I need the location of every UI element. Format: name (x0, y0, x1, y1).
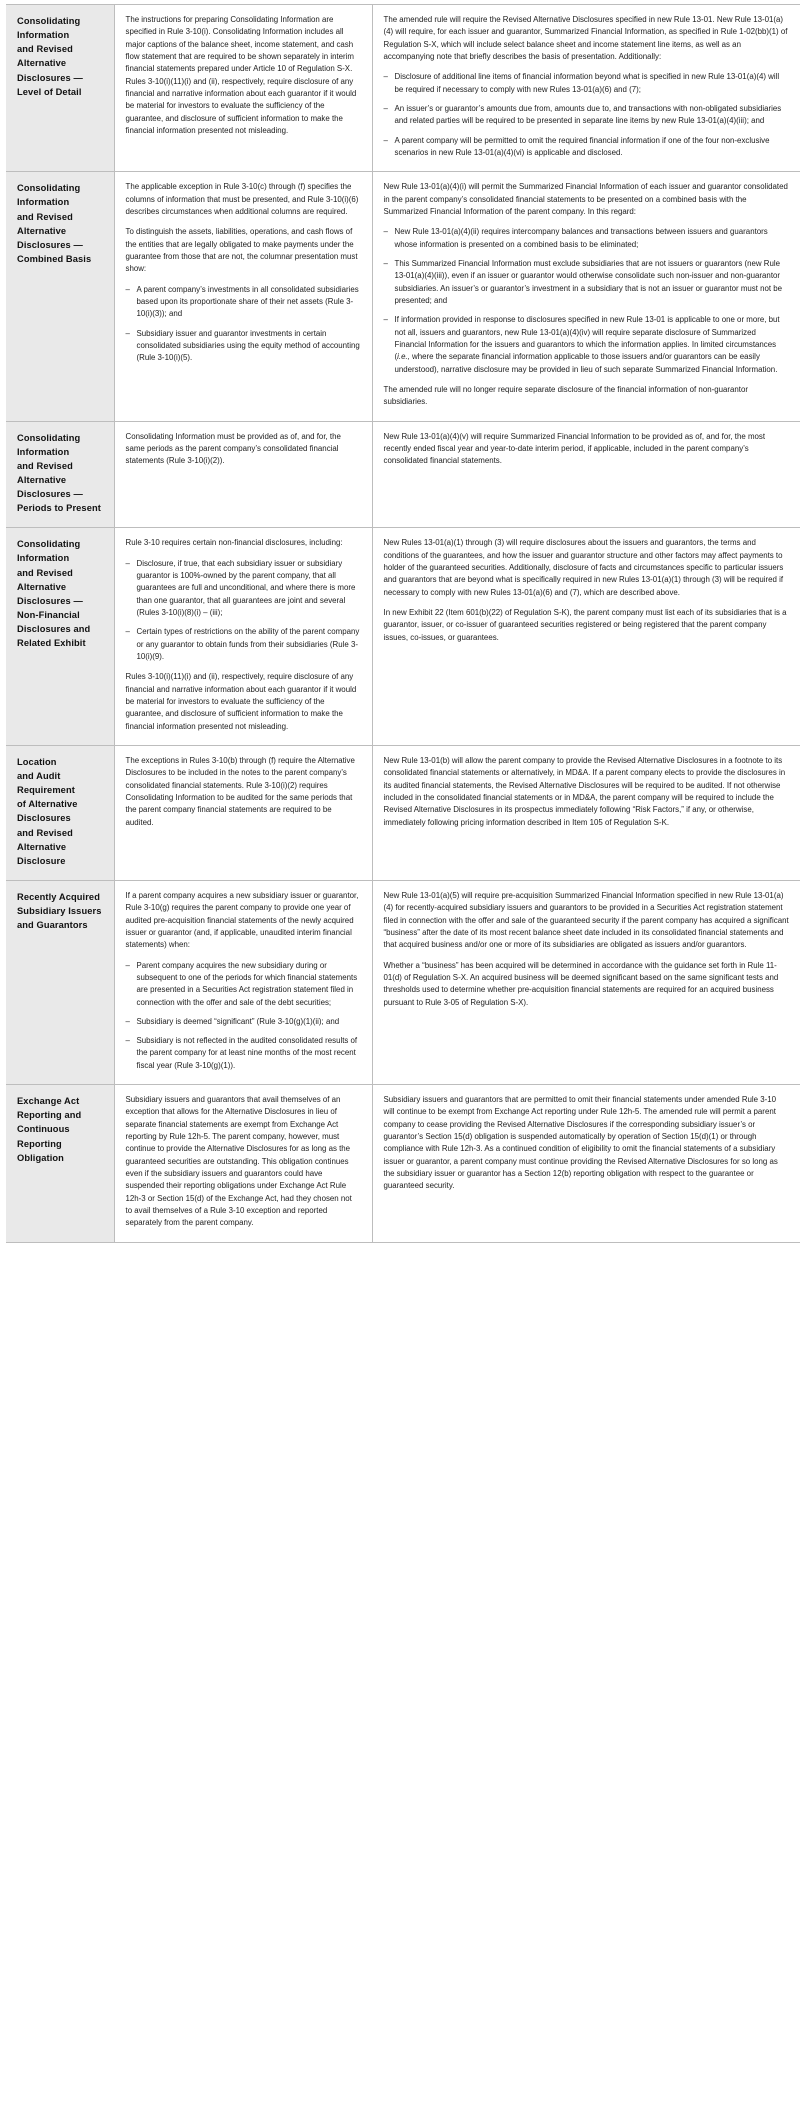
paragraph: New Rule 13-01(b) will allow the parent company to provide the Revised Alternative Disclosures in a footnote to its consolidated financial statements or alternatively, in MD&A. If a parent company elects to provide the disclosures in its audited financial statements, the Revised Alternative Disclosures will be required to be audited. If not otherwise included in the consolidated financial statements or in MD&A, the parent company will be required to include the Revised Alternative Disclosures in its prospectus immediately following “Risk Factors,” if any, or otherwise, immediately following pricing information described in Item 105 of Regulation S-K. (383, 755, 786, 827)
paragraph: Rule 3-10 requires certain non-financial disclosures, including: (125, 538, 343, 548)
topic-line: Continuous (17, 1124, 70, 1135)
bullet-list (384, 226, 790, 376)
topic-line: Alternative (17, 474, 67, 485)
list-item: – New Rule 13-01(a)(4)(ii) requires intercompany balances and transactions between issuers and guarantors whose information is presented on a combined basis to be eliminated; (384, 226, 790, 251)
table-row (6, 528, 800, 746)
amended-rule-cell (372, 1085, 800, 1243)
topic-line: Consolidating (17, 539, 81, 550)
list-item: – Subsidiary issuer and guarantor investments in certain consolidated subsidiaries using the equity method of accounting (Rule 3-10(i)(5). (126, 328, 361, 365)
paragraph: In new Exhibit 22 (Item 601(b)(22) of Regulation S-K), the parent company must list each of its subsidiaries that is a guarantor, issuer, or co-issuer of guaranteed securities registered or being registered that the parent company issues, co-issues, or guarantees. (383, 607, 787, 642)
topic-line: Periods to Present (17, 503, 101, 514)
topic-line: Reporting (17, 1138, 62, 1149)
topic-line: Disclosure (17, 855, 66, 866)
current-rule-cell (114, 745, 372, 880)
topic-line: Disclosures (17, 813, 71, 824)
row-topic-cell (6, 5, 114, 172)
paragraph: The applicable exception in Rule 3-10(c) through (f) specifies the columns of information that must be presented, and Rule 3-10(i)(6) describes circumstances when additional columns are required. (125, 182, 359, 216)
amended-rule-cell (372, 421, 800, 528)
table-row (6, 880, 800, 1084)
table-row (6, 172, 800, 421)
row-topic-cell (6, 528, 114, 746)
topic-line: Disclosures — (17, 239, 83, 250)
list-item: – Parent company acquires the new subsidiary during or subsequent to one of the periods for which financial statements are presented in a Securities Act registration statement filed in connection with the offer and sale of the debt securities; (126, 960, 361, 1009)
paragraph: The exceptions in Rules 3-10(b) through (f) require the Alternative Disclosures to be included in the notes to the parent company’s consolidated financial statements. Rule 3-10(i)(2) requires Consolidating Information to be audited for the same periods that the parent company financial statements are required to be audited. (125, 755, 355, 827)
bullet-list (126, 558, 361, 664)
topic-line: Disclosures — (17, 595, 83, 606)
paragraph: To distinguish the assets, liabilities, operations, and cash flows of the entities that are legally obligated to make payments under the guarantee from those that are not, the columnar presentation must show: (125, 227, 358, 274)
paragraph: The amended rule will require the Revised Alternative Disclosures specified in new Rule 13-01. New Rule 13-01(a)(4) will require, for each issuer and guarantor, Summarized Financial Information, as specified in Rule 1-02(bb)(1) of Regulation S-X, which will include select balance sheet and income statement line items, as well as an accompanying note that briefly describes the basis of presentation. Additionally: (383, 15, 788, 61)
paragraph: New Rules 13-01(a)(1) through (3) will require disclosures about the issuers and guarantors, the terms and conditions of the guarantees, and how the issuer and guarantor structure and other factors may affect payments to holder of the guaranteed securities. Additionally, disclosure of facts and circumstances specific to particular issuers and guarantors that are beyond what is specifically required in new Rules 13-01(a)(1) through (3) will be required if necessary to comply with new Rules 13-01(a)(6) and (7), which are described above. (383, 538, 784, 597)
topic-line: Information (17, 553, 70, 564)
bullet-list (126, 284, 361, 365)
current-rule-cell (114, 421, 372, 528)
topic-line: Subsidiary Issuers (17, 906, 102, 916)
paragraph: If a parent company acquires a new subsidiary issuer or guarantor, Rule 3-10(g) requires the parent company to provide one year of audited pre-acquisition financial statements of the newly acquired issuer or guarantor (and, if applicable, unaudited interim financial statements) when: (125, 890, 359, 950)
list-item: – An issuer’s or guarantor’s amounts due from, amounts due to, and transactions with non-obligated subsidiaries and related parties will be required to be presented in separate line items by new Rule 13-01(a)(4)(iii); and (384, 103, 790, 128)
topic-line: Disclosures and (17, 624, 91, 635)
topic-line: and Audit (17, 771, 61, 781)
bullet-list (384, 71, 790, 159)
topic-line: Level of Detail (17, 86, 82, 97)
current-rule-cell (114, 1085, 372, 1243)
current-rule-cell (114, 528, 372, 746)
paragraph: Subsidiary issuers and guarantors that avail themselves of an exception that allows for the Alternative Disclosures in lieu of separate financial statements are exempt from Exchange Act reporting by Rule 12h-5. The parent company, however, must continue to provide the Alternative Disclosures for as long as the guaranteed securities are outstanding. This obligation continues even if the subsidiary issuers and guarantors could have suspended their reporting obligations under Exchange Act Rule 12h-3 or Section 15(d) of the Exchange Act, had they chosen not to avail themselves of a Rule 3-10 exception and reported separately from the parent company. (125, 1095, 352, 1228)
topic-line: Disclosures — (17, 72, 83, 83)
list-item: – Disclosure, if true, that each subsidiary issuer or subsidiary guarantor is 100%-owned by the parent company, that all guarantees are full and unconditional, and where there is more than one guarantor, that all guarantees are joint and several (Rules 3-10(i)(8)(i) – (iii); (126, 558, 361, 620)
table-row (6, 5, 800, 172)
amended-rule-cell (372, 880, 800, 1084)
current-rule-cell (114, 5, 372, 172)
topic-line: Consolidating (17, 183, 81, 194)
current-rule-cell (114, 172, 372, 421)
topic-line: Reporting and (17, 1110, 82, 1121)
table-row (6, 421, 800, 528)
list-item: – This Summarized Financial Information must exclude subsidiaries that are not issuers or guarantors (new Rule 13-01(a)(4)(iii)), even if an issuer or guarantor would otherwise consolidate such non-issuer and non-guarantor subsidiaries. An issuer’s or guarantor’s investment in a subsidiary that is not an issuer or guarantor must not be presented; and (384, 258, 790, 307)
row-topic-cell (6, 172, 114, 421)
topic-line: Information (17, 30, 70, 41)
topic-line: Alternative (17, 841, 67, 852)
amended-rule-cell (372, 172, 800, 421)
topic-line: Obligation (17, 1152, 64, 1163)
paragraph: Consolidating Information must be provided as of, and for, the same periods as the parent company’s consolidated financial statements (Rule 3-10(i)(2)). (125, 431, 341, 466)
topic-line: Information (17, 446, 70, 457)
topic-line: Disclosures — (17, 489, 83, 500)
topic-line: and Revised (17, 827, 73, 838)
row-topic-cell (6, 880, 114, 1084)
rule-comparison-table (6, 4, 800, 1243)
table-row (6, 1085, 800, 1243)
list-item: – Subsidiary is not reflected in the audited consolidated results of the parent company for at least nine months of the most recent fiscal year (Rule 3-10(g)(1)). (126, 1035, 361, 1072)
paragraph: The instructions for preparing Consolidating Information are specified in Rule 3-10(i). Consolidating Information includes all major captions of the balance sheet, income statement, and cash flow statement that are required to be shown separately in interim financial statements prepared under Article 10 of Regulation S-X. Rules 3-10(i)(11)(i) and (ii), respectively, require disclosure of any financial and narrative information about each guarantor if it would be material for investors to evaluate the sufficiency of the guarantee, and disclosure of sufficient information to make the financial information presented not misleading. (125, 15, 357, 135)
topic-line: Alternative (17, 225, 67, 236)
paragraph: Whether a “business” has been acquired will be determined in accordance with the guidance set forth in Rule 11-01(d) of Regulation S-X. An acquired business will be deemed significant based on the same significant tests and thresholds used to determine whether pre-acquisition financial statements are required for an acquired business pursuant to Rule 3-05 of Regulation S-X). (383, 960, 779, 1007)
topic-line: Information (17, 197, 70, 208)
topic-line: Requirement (17, 785, 75, 796)
row-topic-cell (6, 745, 114, 880)
list-item: – If information provided in response to disclosures specified in new Rule 13-01 is applicable to one or more, but not all, issuers and guarantors, new Rule 13-01(a)(4)(iv) will require separate disclosure of Summarized Financial Information for the issuers and guarantors to which the information applies. In limited circumstances (i.e., where the separate financial information applicable to those issuers and/or guarantors can be easily understood), narrative disclosure may be provided in lieu of such separate Summarized Financial Information. (384, 314, 790, 376)
topic-line: and Revised (17, 460, 73, 471)
paragraph: The amended rule will no longer require separate disclosure of the financial information of non-guarantor subsidiaries. (383, 384, 748, 407)
amended-rule-cell (372, 528, 800, 746)
table-row (6, 745, 800, 880)
paragraph: New Rule 13-01(a)(5) will require pre-acquisition Summarized Financial Information specified in new Rule 13-01(a)(4) for recently-acquired subsidiary issuers and guarantors to be provided in a Securities Act registration statement filed in connection with the offer and sale of the guaranteed security if the parent company has acquired a significant “business” after the date of its most recent balance sheet date included in its consolidated financial statements and that acquired business and/or one or more of its subsidiaries are obligated as issuers and/or guarantors. (383, 890, 789, 950)
topic-line: Combined Basis (17, 253, 92, 264)
paragraph: New Rule 13-01(a)(4)(i) will permit the Summarized Financial Information of each issuer and guarantor consolidated in the parent company’s consolidated financial statements to be presented on a combined basis with the Summarized Financial Information of the parent company. In this regard: (383, 182, 788, 216)
row-topic-cell (6, 421, 114, 528)
current-rule-cell (114, 880, 372, 1084)
paragraph: New Rule 13-01(a)(4)(v) will require Summarized Financial Information to be provided as of, and for, the most recently ended fiscal year and year-to-date interim period, if applicable, included in the parent company’s consolidated financial statements. (383, 431, 766, 466)
amended-rule-cell (372, 745, 800, 880)
topic-line: and Revised (17, 211, 73, 222)
bullet-list (126, 960, 361, 1073)
topic-line: Related Exhibit (17, 638, 86, 649)
paragraph: Rules 3-10(i)(11)(i) and (ii), respectively, require disclosure of any financial and narrative information about each guarantor if it would be material for investors to evaluate the sufficiency of the guarantee, and disclosure of sufficient information to make the financial information presented not misleading. (125, 672, 357, 731)
row-topic-cell (6, 1085, 114, 1243)
topic-line: and Revised (17, 44, 73, 55)
list-item: – Subsidiary is deemed “significant” (Rule 3-10(g)(1)(ii); and (126, 1016, 361, 1028)
topic-line: Alternative (17, 581, 67, 592)
topic-line: Alternative (17, 58, 67, 69)
topic-line: Location (17, 756, 57, 767)
topic-line: Consolidating (17, 16, 81, 26)
paragraph: Subsidiary issuers and guarantors that are permitted to omit their financial statements under amended Rule 3-10 will continue to be exempt from Exchange Act reporting under Rule 12h-5. The amended rule will permit a parent company to cease providing the Revised Alternative Disclosures if the corresponding subsidiary issuer’s or guarantor’s Section 15(d) obligation is suspended automatically by operation of Section 15(d)(1) or through compliance with Rule 12h-3. As a continued condition of eligibility to omit the financial statements of a subsidiary issuer or guarantor, a parent company must continue providing the Revised Alternative Disclosures for so long as the subsidiary issuer or guarantor has a Section 12(b) reporting obligation with respect to the guarantee or guaranteed security. (383, 1095, 778, 1191)
list-item: – Disclosure of additional line items of financial information beyond what is specified in new Rule 13-01(a)(4) will be required if necessary to comply with new Rules 13-01(a)(6) and (7); (384, 71, 790, 96)
topic-line: Exchange Act (17, 1096, 80, 1107)
topic-line: and Revised (17, 567, 73, 578)
topic-line: Non-Financial (17, 609, 80, 620)
table-body (6, 5, 800, 1243)
list-item: – Certain types of restrictions on the ability of the parent company or any guarantor to obtain funds from their subsidiaries (Rule 3-10(i)(9). (126, 626, 361, 663)
topic-line: and Guarantors (17, 920, 88, 931)
list-item: – A parent company will be permitted to omit the required financial information if one of the four non-exclusive scenarios in new Rule 13-01(a)(4)(vi) is applicable and disclosed. (384, 135, 790, 160)
topic-line: Consolidating (17, 432, 81, 443)
topic-line: of Alternative (17, 799, 78, 810)
topic-line: Recently Acquired (17, 891, 100, 902)
amended-rule-cell (372, 5, 800, 172)
list-item: – A parent company’s investments in all consolidated subsidiaries based upon its proportionate share of their net assets (Rule 3-10(i)(3)); and (126, 284, 361, 321)
